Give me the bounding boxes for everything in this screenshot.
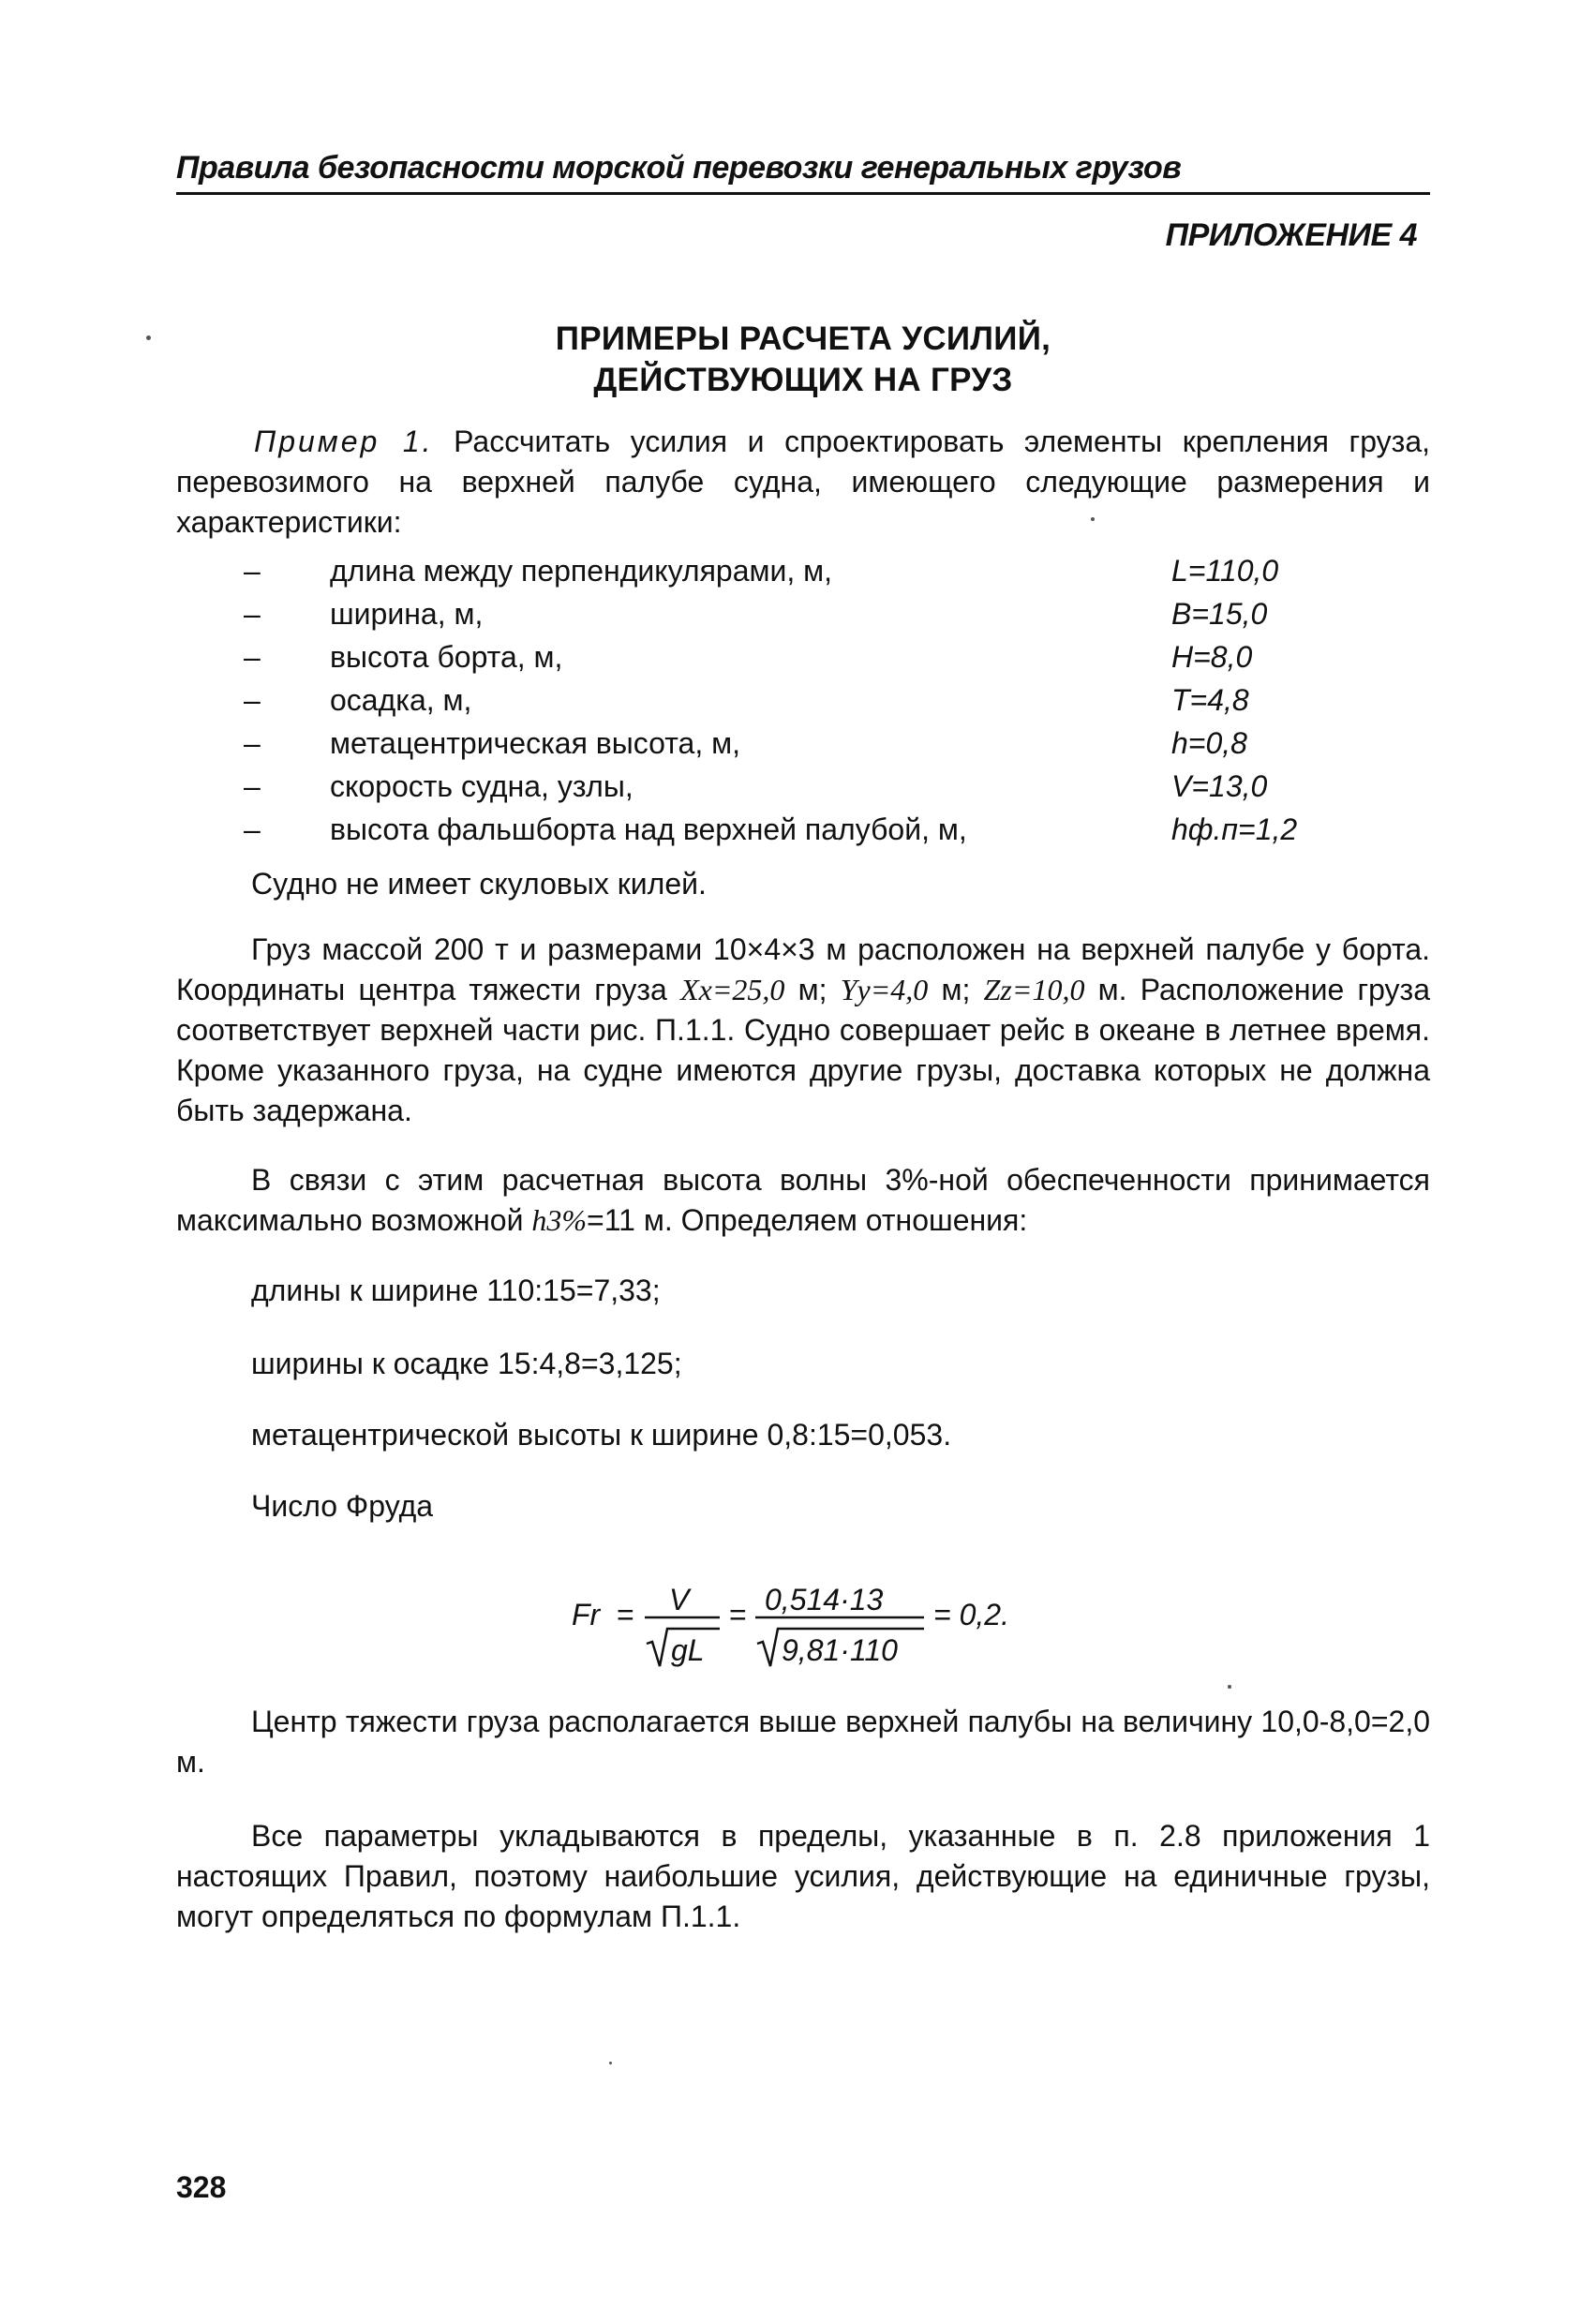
wave-paragraph — [176, 1160, 1430, 1241]
spec-row: – скорость судна, узлы, V=13,0 — [244, 765, 1406, 808]
spec-row: – высота борта, м, H=8,0 — [244, 635, 1406, 678]
example-lead: Пример 1. — [254, 425, 434, 458]
spec-label: высота фальшборта над верхней палубой, м, — [330, 812, 967, 846]
spec-row: – ширина, м, B=15,0 — [244, 592, 1406, 635]
spec-value: B=15,0 — [1171, 597, 1268, 631]
ratio-length-width: длины к ширине 110:15=7,33; — [251, 1274, 661, 1307]
spec-label: метацентрическая высота, м, — [330, 726, 740, 760]
formula-result: = 0,2. — [933, 1598, 1009, 1631]
cargo-paragraph — [176, 930, 1430, 1131]
spec-row: – осадка, м, T=4,8 — [244, 678, 1406, 722]
cargo-unit-2: м; — [928, 973, 984, 1006]
section-title-line-2: ДЕЙСТВУЮЩИХ НА ГРУЗ — [593, 362, 1013, 398]
formula-lhs: Fr — [572, 1598, 601, 1631]
ratio-metacentric-width: метацентрической высоты к ширине 0,8:15=0,053. — [251, 1418, 952, 1452]
spec-row: – высота фальшборта над верхней палубой, м, hф.п=1,2 — [244, 808, 1406, 851]
section-title — [176, 319, 1430, 401]
formula-equals-2: = — [729, 1598, 747, 1631]
spec-label: скорость судна, узлы, — [330, 769, 634, 803]
wave-text-2: =11 м. Определяем отношения: — [587, 1203, 1028, 1237]
formula-numerator-1: V — [669, 1583, 690, 1616]
example-intro-paragraph — [176, 422, 1430, 543]
spec-label: ширина, м, — [330, 597, 484, 631]
scan-speck — [146, 335, 151, 340]
scan-speck — [1228, 1685, 1231, 1689]
spec-value: L=110,0 — [1171, 554, 1279, 588]
spec-label: осадка, м, — [330, 683, 472, 717]
formula-numerator-2: 0,514·13 — [765, 1583, 884, 1616]
page-number: 328 — [176, 2170, 227, 2204]
wave-height-symbol: h3% — [531, 1203, 588, 1237]
cargo-text-2: м. Расположение груза соответствует верхней части рис. П.1.1. Судно совершает рейс в океане в летнее время. Кроме указанного груза, на судне имеются другие грузы, доставка которых не должна быть задержана. — [176, 973, 1431, 1127]
spec-value: hф.п=1,2 — [1171, 812, 1298, 846]
spec-value: h=0,8 — [1171, 726, 1247, 760]
section-title-line-1: ПРИМЕРЫ РАСЧЕТА УСИЛИЙ, — [555, 320, 1051, 357]
example-intro-text: Рассчитать усилия и спроектировать элементы крепления груза, перевозимого на верхней палубе судна, имеющего следующие размерения и характеристики: — [176, 425, 1431, 539]
froude-formula — [572, 1563, 1059, 1676]
wave-text-1: В связи с этим расчетная высота волны 3%-ной обеспеченности принимается максимально возможной — [176, 1163, 1430, 1237]
formula-denominator-2: 9,81·110 — [782, 1633, 898, 1667]
running-header: Правила безопасности морской перевозки генеральных грузов — [176, 150, 1430, 195]
froude-formula-svg — [572, 1563, 1059, 1676]
spec-row: – длина между перпендикулярами, м, L=110,0 — [244, 549, 1406, 592]
cargo-unit-1: м; — [784, 973, 841, 1006]
ship-specs-list — [244, 549, 1406, 851]
spec-label: высота борта, м, — [330, 640, 563, 674]
spec-value: H=8,0 — [1171, 640, 1253, 674]
spec-label: длина между перпендикулярами, м, — [330, 554, 833, 588]
ratio-width-draft: ширины к осадке 15:4,8=3,125; — [251, 1347, 682, 1380]
formula-equals-1: = — [617, 1598, 634, 1631]
no-keels-note: Судно не имеет скуловых килей. — [251, 867, 707, 901]
spec-value: V=13,0 — [1171, 769, 1268, 803]
center-of-gravity-paragraph: Центр тяжести груза располагается выше верхней палубы на величину 10,0-8,0=2,0 м. — [176, 1705, 1430, 1779]
froude-label: Число Фруда — [251, 1489, 434, 1523]
cargo-x-coordinate: Xx=25,0 — [680, 973, 785, 1006]
scan-speck — [1091, 517, 1095, 521]
appendix-label: ПРИЛОЖЕНИЕ 4 — [1165, 217, 1417, 253]
cargo-z-coordinate: Zz=10,0 — [983, 973, 1085, 1006]
spec-row: – метацентрическая высота, м, h=0,8 — [244, 722, 1406, 765]
spec-value: T=4,8 — [1171, 683, 1249, 717]
cargo-y-coordinate: Yy=4,0 — [840, 973, 929, 1006]
formula-denominator-1: gL — [671, 1633, 705, 1667]
cargo-text-1: Груз массой 200 т и размерами 10×4×3 м расположен на верхней палубе у борта. Координаты центра тяжести груза — [176, 932, 1430, 1006]
conclusion-paragraph: Все параметры укладываются в пределы, указанные в п. 2.8 приложения 1 настоящих Правил, поэтому наибольшие усилия, действующие на единичные грузы, могут определяться по формулам П.1.1. — [176, 1819, 1430, 1933]
scan-speck — [609, 2062, 612, 2064]
